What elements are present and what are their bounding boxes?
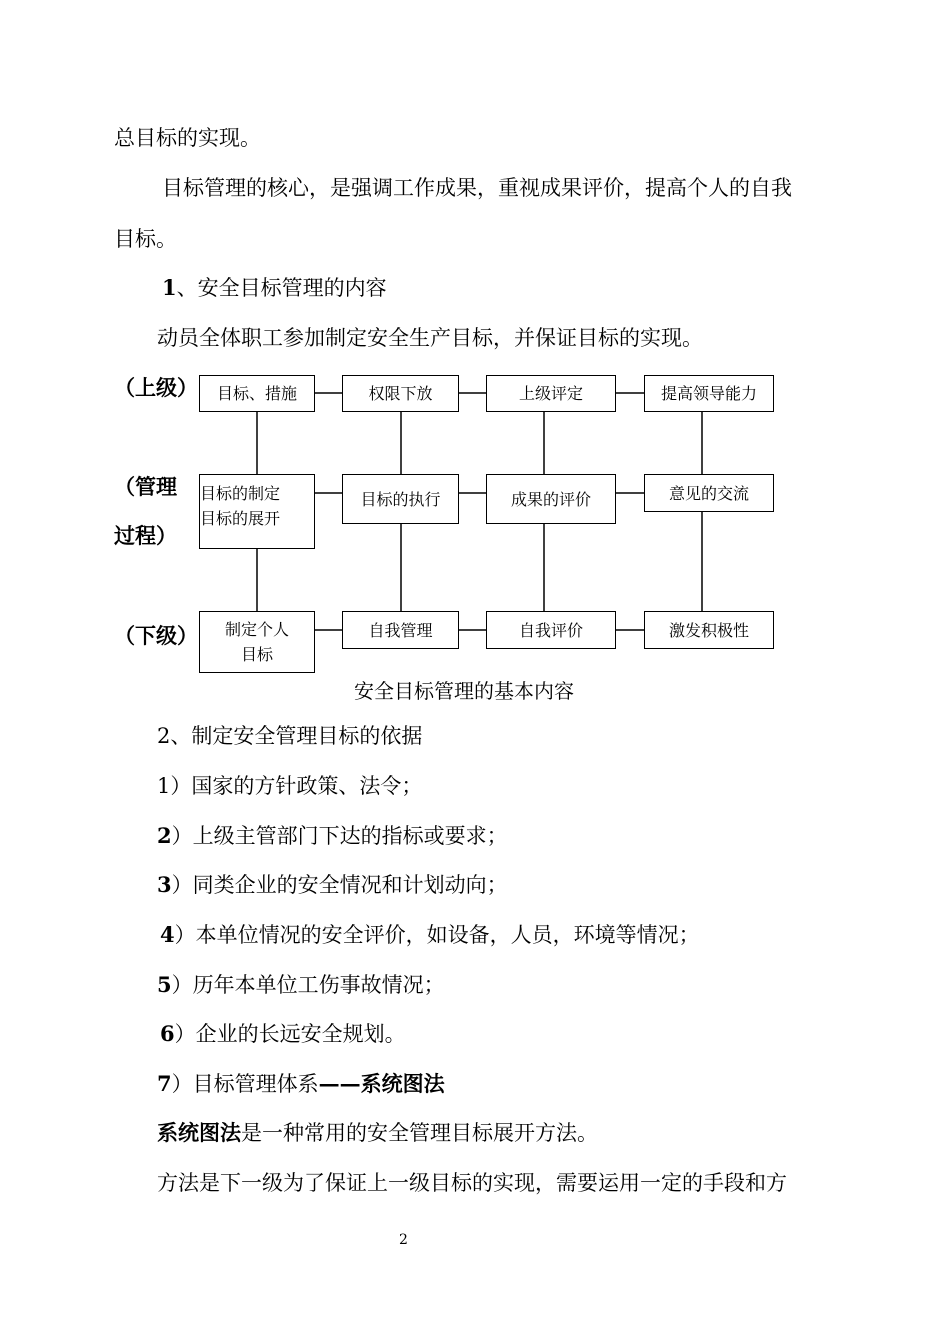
term-system-diagram: 系统图法 <box>157 1120 241 1145</box>
paragraph-1: 总目标的实现。 <box>114 126 261 150</box>
box-mid-goal-setting-line-1: 目标的制定 <box>200 484 281 503</box>
list-item-2 <box>157 821 508 851</box>
heading-2: 2、制定安全管理目标的依据 <box>157 724 423 748</box>
heading-1-text: 、安全目标管理的内容 <box>176 276 387 300</box>
level-label-mid-2: 过程） <box>114 523 177 548</box>
list-item-4 <box>160 920 700 950</box>
list-item-text: ）上级主管部门下达的指标或要求； <box>171 824 508 848</box>
level-label-lower: （下级） <box>114 623 198 648</box>
box-upper-delegation: 权限下放 <box>342 375 459 412</box>
list-item-text: ）国家的方针政策、法令； <box>170 774 423 798</box>
list-item-number: 5 <box>157 972 172 997</box>
list-item-bold-text: ——系统图法 <box>318 1071 445 1096</box>
level-label-upper: （上级） <box>114 375 198 400</box>
list-item-number: 7 <box>157 1071 172 1096</box>
list-item-number: 1 <box>157 774 171 798</box>
box-lower-self-management: 自我管理 <box>342 611 459 649</box>
box-mid-goal-setting-line-2: 目标的展开 <box>200 509 281 528</box>
box-mid-result-evaluation: 成果的评价 <box>486 474 616 524</box>
list-item-text: ）企业的长远安全规划。 <box>174 1022 406 1046</box>
list-item-3 <box>157 870 508 900</box>
list-item-number: 3 <box>157 872 172 897</box>
list-item-number: 6 <box>160 1021 175 1046</box>
box-mid-communication: 意见的交流 <box>644 474 774 512</box>
box-lower-motivation: 激发积极性 <box>644 611 774 649</box>
box-upper-leadership: 提高领导能力 <box>644 375 774 412</box>
list-item-text: ）目标管理体系 <box>171 1072 319 1096</box>
box-upper-evaluation: 上级评定 <box>486 375 616 412</box>
paragraph-system-diagram <box>157 1118 598 1148</box>
box-lower-personal-goals-line-2: 目标 <box>240 645 273 664</box>
list-item-7 <box>157 1069 445 1099</box>
list-item-text: ）同类企业的安全情况和计划动向； <box>171 873 508 897</box>
list-item-number: 2 <box>157 823 172 848</box>
list-item-number: 4 <box>160 922 175 947</box>
box-mid-goal-setting <box>199 474 315 549</box>
paragraph-system-diagram-text: 是一种常用的安全管理目标展开方法。 <box>241 1121 598 1145</box>
heading-1-number: 1 <box>162 275 177 300</box>
level-label-mid-1: （管理 <box>114 474 177 499</box>
box-lower-personal-goals-line-1: 制定个人 <box>224 620 289 639</box>
list-item-text: ）历年本单位工伤事故情况； <box>171 973 445 997</box>
box-mid-execution: 目标的执行 <box>342 474 459 524</box>
list-item-5 <box>157 970 445 1000</box>
page-number: 2 <box>399 1232 408 1248</box>
box-lower-self-evaluation: 自我评价 <box>486 611 616 649</box>
paragraph-3: 动员全体职工参加制定安全生产目标，并保证目标的实现。 <box>157 326 703 350</box>
paragraph-method: 方法是下一级为了保证上一级目标的实现，需要运用一定的手段和方 <box>157 1171 787 1195</box>
box-lower-personal-goals <box>199 611 315 673</box>
box-upper-goals-measures: 目标、措施 <box>199 375 315 412</box>
list-item-1 <box>157 771 422 801</box>
diagram-caption: 安全目标管理的基本内容 <box>354 679 574 703</box>
paragraph-2-line-2: 目标。 <box>114 227 177 251</box>
list-item-6 <box>160 1019 406 1049</box>
paragraph-2-line-1: 目标管理的核心，是强调工作成果，重视成果评价，提高个人的自我 <box>162 176 792 200</box>
list-item-text: ）本单位情况的安全评价，如设备，人员，环境等情况； <box>174 923 700 947</box>
